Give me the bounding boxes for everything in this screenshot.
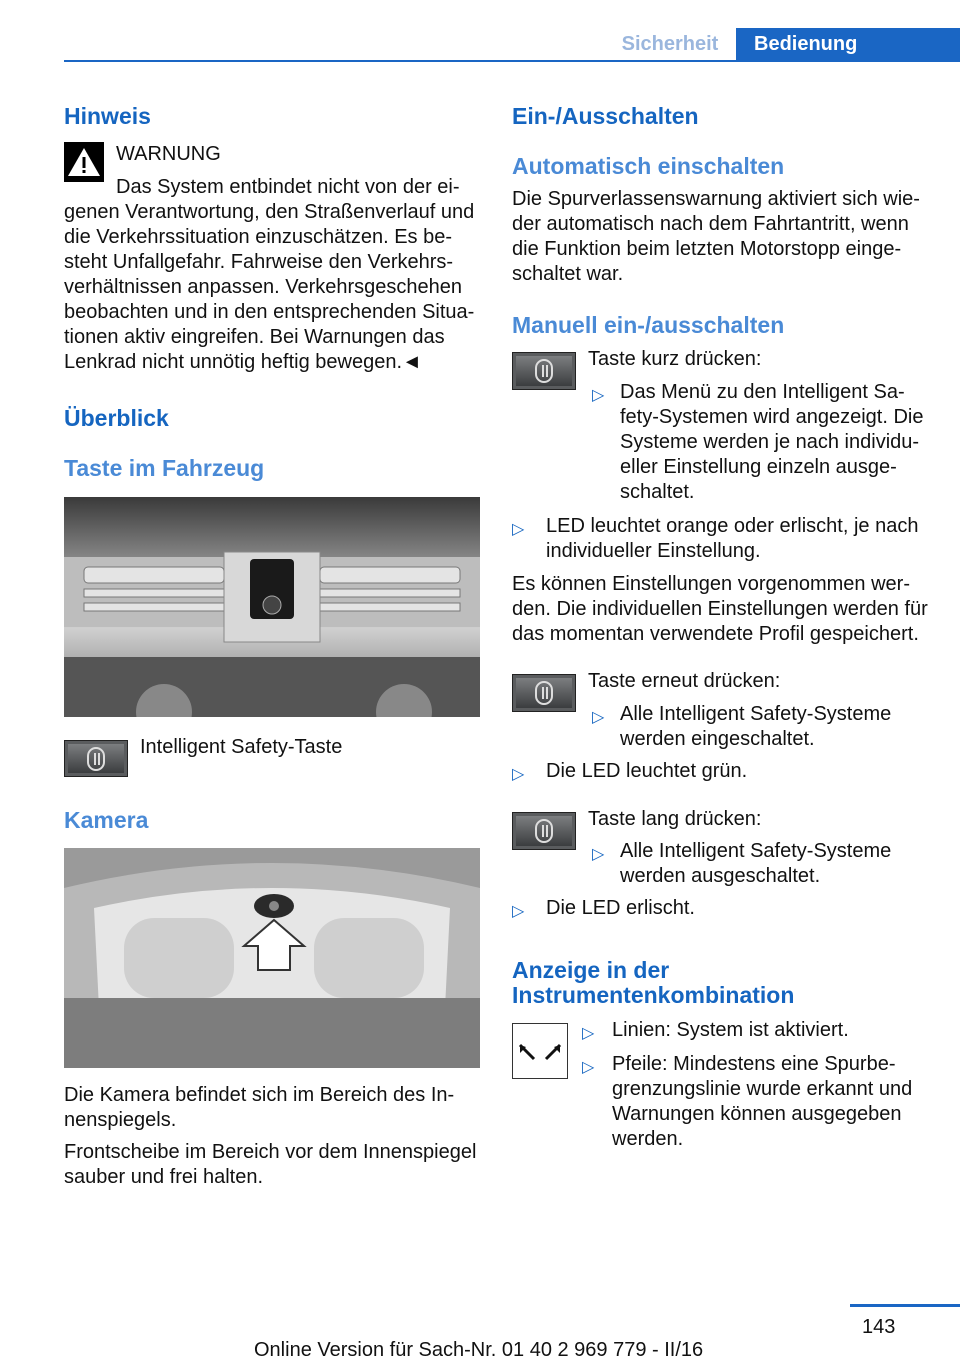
short-item-line: Systeme werden je nach individu-	[620, 431, 920, 453]
short-item-line: Das Menü zu den Intelligent Sa-	[620, 381, 905, 403]
tab-sicherheit[interactable]: Sicherheit	[621, 33, 719, 55]
again-item-line: werden eingeschaltet.	[620, 728, 815, 750]
settings-line: das momentan verwendete Profil gespeichert.	[512, 623, 919, 645]
header-rule	[64, 60, 960, 62]
lines-item: Linien: System ist aktiviert.	[612, 1019, 849, 1041]
camera-text-line: sauber und frei halten.	[64, 1166, 264, 1188]
arrows-item-line: grenzungslinie wurde erkannt und	[612, 1078, 913, 1100]
warning-line: Lenkrad nicht unnötig heftig bewegen.◄	[64, 351, 422, 373]
auto-text-line: die Funktion beim letzten Motorstopp einge-	[512, 238, 902, 260]
triangle-bullet-icon: ▷	[582, 1059, 595, 1076]
warning-line: steht Unfallgefahr. Fahrweise den Verkehrs-	[64, 251, 454, 273]
press-short-label: Taste kurz drücken:	[588, 348, 762, 370]
triangle-bullet-icon: ▷	[592, 709, 605, 726]
long-item-line: Alle Intelligent Safety-Systeme	[620, 840, 892, 862]
button-caption: Intelligent Safety-Taste	[140, 736, 343, 758]
display-heading-line: Anzeige in der	[512, 957, 670, 983]
hinweis-heading: Hinweis	[64, 103, 151, 129]
triangle-bullet-icon: ▷	[512, 903, 525, 920]
led-item-line: LED leuchtet orange oder erlischt, je nach	[546, 515, 919, 537]
triangle-bullet-icon: ▷	[582, 1025, 595, 1042]
settings-line: den. Die individuellen Einstellungen werden für	[512, 598, 928, 620]
warning-line: verhältnissen anpassen. Verkehrsgeschehen	[64, 276, 463, 298]
press-long-label: Taste lang drücken:	[588, 808, 762, 830]
settings-line: Es können Einstellungen vorgenommen wer-	[512, 573, 910, 595]
press-again-label: Taste erneut drücken:	[588, 670, 781, 692]
button-in-vehicle-heading: Taste im Fahrzeug	[64, 455, 265, 481]
auto-text-line: der automatisch nach dem Fahrtantritt, wenn	[512, 213, 909, 235]
warning-label: WARNUNG	[116, 143, 221, 165]
led-item-line: individueller Einstellung.	[546, 540, 761, 562]
dashboard-button-photo	[64, 497, 480, 717]
led-off-item: Die LED erlischt.	[546, 897, 695, 919]
camera-photo	[64, 848, 480, 1068]
triangle-bullet-icon: ▷	[592, 846, 605, 863]
intelligent-safety-button-icon	[64, 740, 128, 777]
overview-heading: Überblick	[64, 405, 169, 431]
triangle-bullet-icon: ▷	[512, 521, 525, 538]
warning-line: Das System entbindet nicht von der ei-	[116, 176, 460, 198]
display-heading-line: Instrumentenkombination	[512, 982, 795, 1008]
triangle-bullet-icon: ▷	[512, 766, 525, 783]
warning-line: die Verkehrssituation einzuschätzen. Es be-	[64, 226, 452, 248]
auto-on-heading: Automatisch einschalten	[512, 153, 785, 179]
auto-text-line: Die Spurverlassenswarnung aktiviert sich wie-	[512, 188, 920, 210]
intelligent-safety-button-icon	[512, 674, 576, 712]
manual-heading: Manuell ein-/ausschalten	[512, 312, 785, 338]
camera-text-line: Frontscheibe im Bereich vor dem Innenspiegel	[64, 1141, 477, 1163]
intelligent-safety-button-icon	[512, 812, 576, 850]
camera-heading: Kamera	[64, 807, 149, 833]
warning-line: tionen aktiv eingreifen. Bei Warnungen das	[64, 326, 445, 348]
triangle-bullet-icon: ▷	[592, 387, 605, 404]
warning-triangle-icon	[64, 142, 104, 182]
onoff-heading: Ein-/Ausschalten	[512, 103, 699, 129]
footer-rule	[850, 1304, 960, 1307]
intelligent-safety-button-icon	[512, 352, 576, 390]
lane-lines-icon	[512, 1023, 568, 1079]
short-item-line: fety-Systemen wird angezeigt. Die	[620, 406, 924, 428]
tab-bedienung[interactable]: Bedienung	[736, 28, 960, 61]
long-item-line: werden ausgeschaltet.	[620, 865, 821, 887]
again-item-line: Alle Intelligent Safety-Systeme	[620, 703, 892, 725]
arrows-item-line: Pfeile: Mindestens eine Spurbe-	[612, 1053, 896, 1075]
warning-line: genen Verantwortung, den Straßenverlauf und	[64, 201, 475, 223]
arrows-item-line: werden.	[612, 1128, 684, 1150]
page-number: 143	[862, 1316, 896, 1338]
short-item-line: schaltet.	[620, 481, 695, 503]
auto-text-line: schaltet war.	[512, 263, 624, 285]
short-item-line: eller Einstellung einzeln ausge-	[620, 456, 897, 478]
arrows-item-line: Warnungen können ausgegeben	[612, 1103, 902, 1125]
led-green-item: Die LED leuchtet grün.	[546, 760, 748, 782]
camera-text-line: Die Kamera befindet sich im Bereich des In-	[64, 1084, 455, 1106]
camera-text-line: nenspiegels.	[64, 1109, 177, 1131]
warning-line: beobachten und in den entsprechenden Situa-	[64, 301, 475, 323]
footer-version: Online Version für Sach-Nr. 01 40 2 969 779 - II/16	[254, 1339, 704, 1361]
